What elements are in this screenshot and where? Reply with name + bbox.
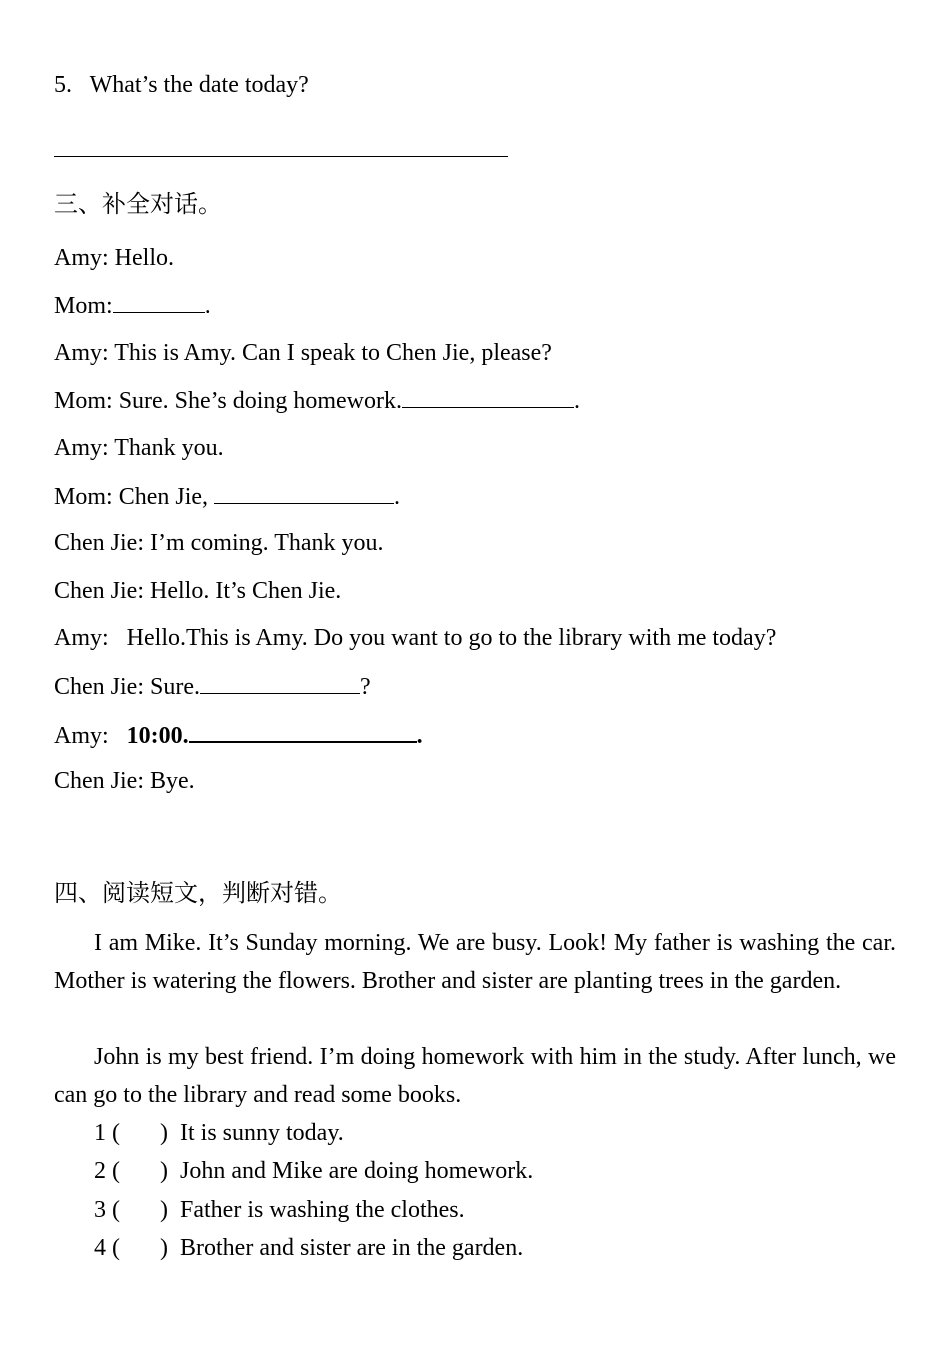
dialogue-line-10 xyxy=(54,671,371,702)
dialogue-end: . xyxy=(416,723,423,749)
section-4-title: 四、阅读短文，判断对错。 xyxy=(54,879,342,907)
speaker: Chen Jie: xyxy=(54,578,144,604)
dialogue-line-9 xyxy=(54,623,776,653)
dialogue-line-3 xyxy=(54,338,552,368)
question-paren-close: ) xyxy=(160,1120,168,1146)
speaker: Amy: xyxy=(54,723,109,749)
dialogue-end: . xyxy=(394,484,401,510)
dialogue-line-8 xyxy=(54,576,341,606)
dialogue-end: . xyxy=(574,388,580,414)
question-text: Brother and sister are in the garden. xyxy=(180,1235,524,1261)
speaker: Chen Jie: xyxy=(54,530,144,556)
judge-question-3 xyxy=(94,1195,465,1225)
speaker: Amy: xyxy=(54,625,109,651)
dialogue-text: Sure. She’s doing homework. xyxy=(118,388,402,414)
dialogue-line-7 xyxy=(54,528,384,558)
question-paren-close: ) xyxy=(160,1235,168,1261)
speaker: Chen Jie: xyxy=(54,768,144,794)
judge-question-1 xyxy=(94,1118,344,1148)
dialogue-text: Hello. xyxy=(114,245,174,271)
dialogue-line-4 xyxy=(54,385,580,416)
dialogue-line-11 xyxy=(54,719,423,751)
fill-blank[interactable] xyxy=(200,671,360,694)
dialogue-end: . xyxy=(204,293,211,319)
question-paren-close: ) xyxy=(160,1197,168,1223)
question-paren-close: ) xyxy=(160,1158,168,1184)
speaker: Chen Jie: xyxy=(54,674,144,700)
question-5-answer-line[interactable] xyxy=(54,156,508,157)
question-text: Father is washing the clothes. xyxy=(180,1197,465,1223)
question-number: 4 ( xyxy=(94,1235,120,1261)
reading-paragraph-1: I am Mike. It’s Sunday morning. We are busy. Look! My father is washing the car. Mother is watering the flowers. Brother and sister are planting trees in the garden. xyxy=(54,930,896,994)
dialogue-line-5 xyxy=(54,433,224,463)
dialogue-line-1 xyxy=(54,243,174,273)
judge-question-2 xyxy=(94,1156,533,1186)
dialogue-text: This is Amy. Can I speak to Chen Jie, please? xyxy=(114,340,552,366)
question-number: 3 ( xyxy=(94,1197,120,1223)
reading-paragraph-2: John is my best friend. I’m doing homework with him in the study. After lunch, we can go to the library and read some books. xyxy=(54,1044,896,1108)
speaker: Mom: xyxy=(54,388,113,414)
fill-blank[interactable] xyxy=(189,719,417,743)
dialogue-text: I’m coming. Thank you. xyxy=(150,530,384,556)
speaker: Amy: xyxy=(54,435,109,461)
fill-blank[interactable] xyxy=(113,290,205,313)
dialogue-text: Thank you. xyxy=(114,435,224,461)
fill-blank[interactable] xyxy=(214,481,394,504)
dialogue-line-12 xyxy=(54,766,195,796)
dialogue-text: Sure. xyxy=(150,674,200,700)
speaker: Amy: xyxy=(54,340,109,366)
dialogue-time: 10:00. xyxy=(126,723,189,749)
question-text: It is sunny today. xyxy=(180,1120,344,1146)
speaker: Mom: xyxy=(54,484,113,510)
judge-question-4 xyxy=(94,1233,523,1263)
speaker: Mom: xyxy=(54,293,113,319)
question-number: 1 ( xyxy=(94,1120,120,1146)
question-5-number: 5. xyxy=(54,72,72,98)
question-number: 2 ( xyxy=(94,1158,120,1184)
dialogue-text: Bye. xyxy=(150,768,195,794)
speaker: Amy: xyxy=(54,245,109,271)
dialogue-text: Hello.This is Amy. Do you want to go to the library with me today? xyxy=(126,625,777,651)
dialogue-end: ? xyxy=(360,674,371,700)
fill-blank[interactable] xyxy=(402,385,574,408)
dialogue-text: Chen Jie, xyxy=(118,484,209,510)
question-5 xyxy=(54,70,309,100)
dialogue-line-6 xyxy=(54,481,400,512)
dialogue-line-2 xyxy=(54,290,211,321)
question-text: John and Mike are doing homework. xyxy=(180,1158,534,1184)
question-5-text: What’s the date today? xyxy=(89,72,309,98)
dialogue-text: Hello. It’s Chen Jie. xyxy=(150,578,342,604)
section-3-title: 三、补全对话。 xyxy=(54,190,222,218)
